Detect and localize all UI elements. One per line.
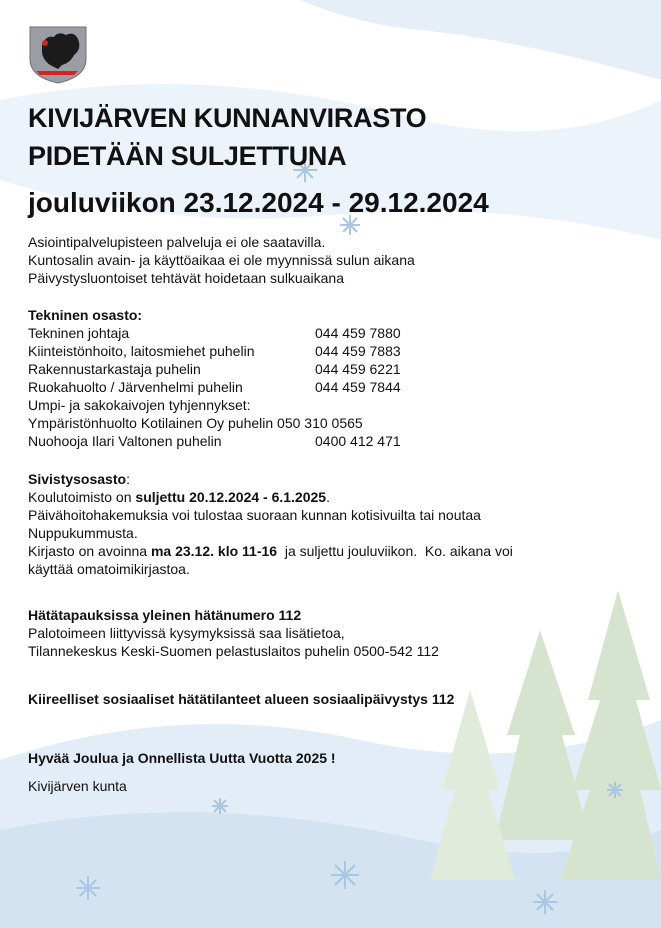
contact-row — [28, 432, 401, 450]
paivahoito-line: Päivähoitohakemuksia voi tulostaa suoraan kunnan kotisivuilta tai noutaa — [28, 507, 481, 523]
tekninen-title: Tekninen osasto: — [28, 307, 143, 323]
intro-line: Päivystysluontoiset tehtävät hoidetaan sulkuaikana — [28, 270, 344, 286]
ymparisto-line: Ympäristönhuolto Kotilainen Oy puhelin 050 310 0565 — [28, 415, 363, 431]
contact-label: Rakennustarkastaja puhelin — [28, 361, 201, 377]
contact-label: Nuohooja Ilari Valtonen puhelin — [28, 433, 222, 449]
municipal-crest-logo — [28, 25, 88, 85]
hata-line: Tilannekeskus Keski-Suomen pelastuslaitos puhelin 0500-542 112 — [28, 643, 439, 659]
umpi-label: Umpi- ja sakokaivojen tyhjennykset: — [28, 397, 251, 413]
greeting: Hyvää Joulua ja Onnellista Uutta Vuotta 2025 ! — [28, 750, 336, 766]
intro-line: Kuntosalin avain- ja käyttöaikaa ei ole myynnissä sulun aikana — [28, 252, 415, 268]
contact-phone: 044 459 7880 — [315, 325, 401, 341]
kirjasto-line: Kirjasto on avoinna ma 23.12. klo 11-16 ja suljettu jouluviikon. Ko. aikana voi — [28, 543, 513, 559]
kirjasto-line: käyttää omatoimikirjastoa. — [28, 561, 190, 577]
hata-title: Hätätapauksissa yleinen hätänumero 112 — [28, 607, 302, 623]
contact-phone: 044 459 6221 — [315, 361, 401, 377]
contact-row — [28, 378, 401, 396]
sosiaali-line: Kiireelliset sosiaaliset hätätilanteet alueen sosiaalipäivystys 112 — [28, 691, 455, 707]
intro-line: Asiointipalvelupisteen palveluja ei ole saatavilla. — [28, 234, 326, 250]
contact-phone: 044 459 7883 — [315, 343, 401, 359]
hata-line: Palotoimeen liittyvissä kysymyksissä saa lisätietoa, — [28, 625, 345, 641]
contact-row — [28, 360, 401, 378]
contact-label: Tekninen johtaja — [28, 325, 130, 341]
headline-line-1: KIVIJÄRVEN KUNNANVIRASTO — [28, 103, 427, 133]
contact-label: Kiinteistönhoito, laitosmiehet puhelin — [28, 343, 255, 359]
signature: Kivijärven kunta — [28, 778, 127, 794]
koulutoimisto-line: Koulutoimisto on suljettu 20.12.2024 - 6.1.2025. — [28, 489, 330, 505]
contact-row — [28, 324, 401, 342]
paivahoito-line: Nuppukummusta. — [28, 525, 138, 541]
contact-phone: 0400 412 471 — [315, 433, 401, 449]
headline-dates: jouluviikon 23.12.2024 - 29.12.2024 — [28, 187, 489, 218]
contact-phone: 044 459 7844 — [315, 379, 401, 395]
contact-label: Ruokahuolto / Järvenhelmi puhelin — [28, 379, 243, 395]
contact-row — [28, 342, 401, 360]
sky-swoosh-top — [300, 0, 661, 80]
sivistys-title: Sivistysosasto: — [28, 471, 130, 487]
tree-right — [430, 590, 661, 880]
headline-line-2: PIDETÄÄN SULJETTUNA — [28, 141, 347, 171]
